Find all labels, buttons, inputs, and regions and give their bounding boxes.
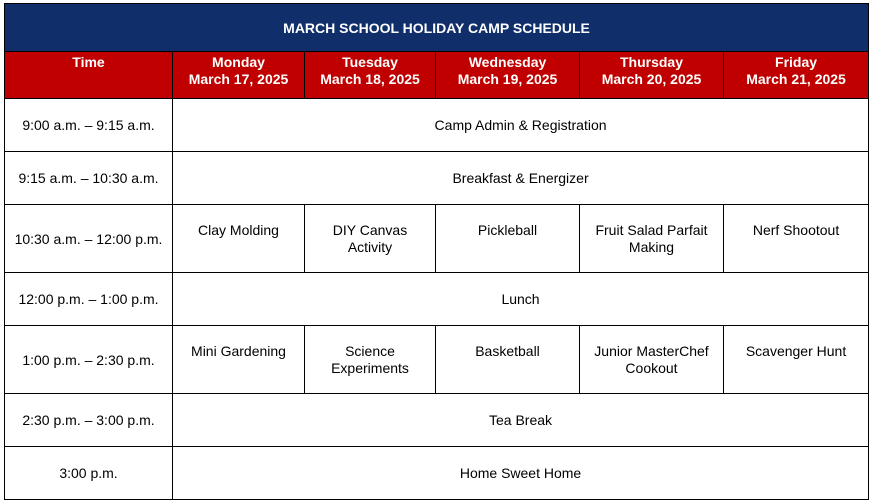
schedule-title: MARCH SCHOOL HOLIDAY CAMP SCHEDULE — [5, 4, 869, 52]
activity-monday: Clay Molding — [173, 205, 305, 273]
header-friday: Friday March 21, 2025 — [724, 52, 869, 99]
activity-friday: Scavenger Hunt — [724, 326, 869, 394]
all-days-activity: Camp Admin & Registration — [173, 99, 869, 152]
header-thursday: Thursday March 20, 2025 — [580, 52, 724, 99]
header-wednesday: Wednesday March 19, 2025 — [436, 52, 580, 99]
time-cell: 3:00 p.m. — [5, 447, 173, 500]
time-cell: 10:30 a.m. – 12:00 p.m. — [5, 205, 173, 273]
header-tuesday: Tuesday March 18, 2025 — [305, 52, 436, 99]
activity-thursday: Fruit Salad Parfait Making — [580, 205, 724, 273]
schedule-row — [5, 99, 869, 152]
schedule-row — [5, 205, 869, 273]
schedule-row — [5, 326, 869, 394]
activity-thursday: Junior MasterChef Cookout — [580, 326, 724, 394]
schedule-row — [5, 447, 869, 500]
all-days-activity: Breakfast & Energizer — [173, 152, 869, 205]
time-cell: 9:15 a.m. – 10:30 a.m. — [5, 152, 173, 205]
time-cell: 9:00 a.m. – 9:15 a.m. — [5, 99, 173, 152]
schedule-row — [5, 394, 869, 447]
activity-wednesday: Basketball — [436, 326, 580, 394]
time-cell: 1:00 p.m. – 2:30 p.m. — [5, 326, 173, 394]
activity-monday: Mini Gardening — [173, 326, 305, 394]
header-row — [5, 52, 869, 99]
activity-tuesday: Science Experiments — [305, 326, 436, 394]
schedule-table — [4, 3, 869, 500]
activity-tuesday: DIY Canvas Activity — [305, 205, 436, 273]
all-days-activity: Home Sweet Home — [173, 447, 869, 500]
activity-friday: Nerf Shootout — [724, 205, 869, 273]
activity-wednesday: Pickleball — [436, 205, 580, 273]
schedule-row — [5, 152, 869, 205]
time-cell: 2:30 p.m. – 3:00 p.m. — [5, 394, 173, 447]
all-days-activity: Lunch — [173, 273, 869, 326]
header-monday: Monday March 17, 2025 — [173, 52, 305, 99]
all-days-activity: Tea Break — [173, 394, 869, 447]
header-time: Time — [5, 52, 173, 99]
schedule-row — [5, 273, 869, 326]
time-cell: 12:00 p.m. – 1:00 p.m. — [5, 273, 173, 326]
